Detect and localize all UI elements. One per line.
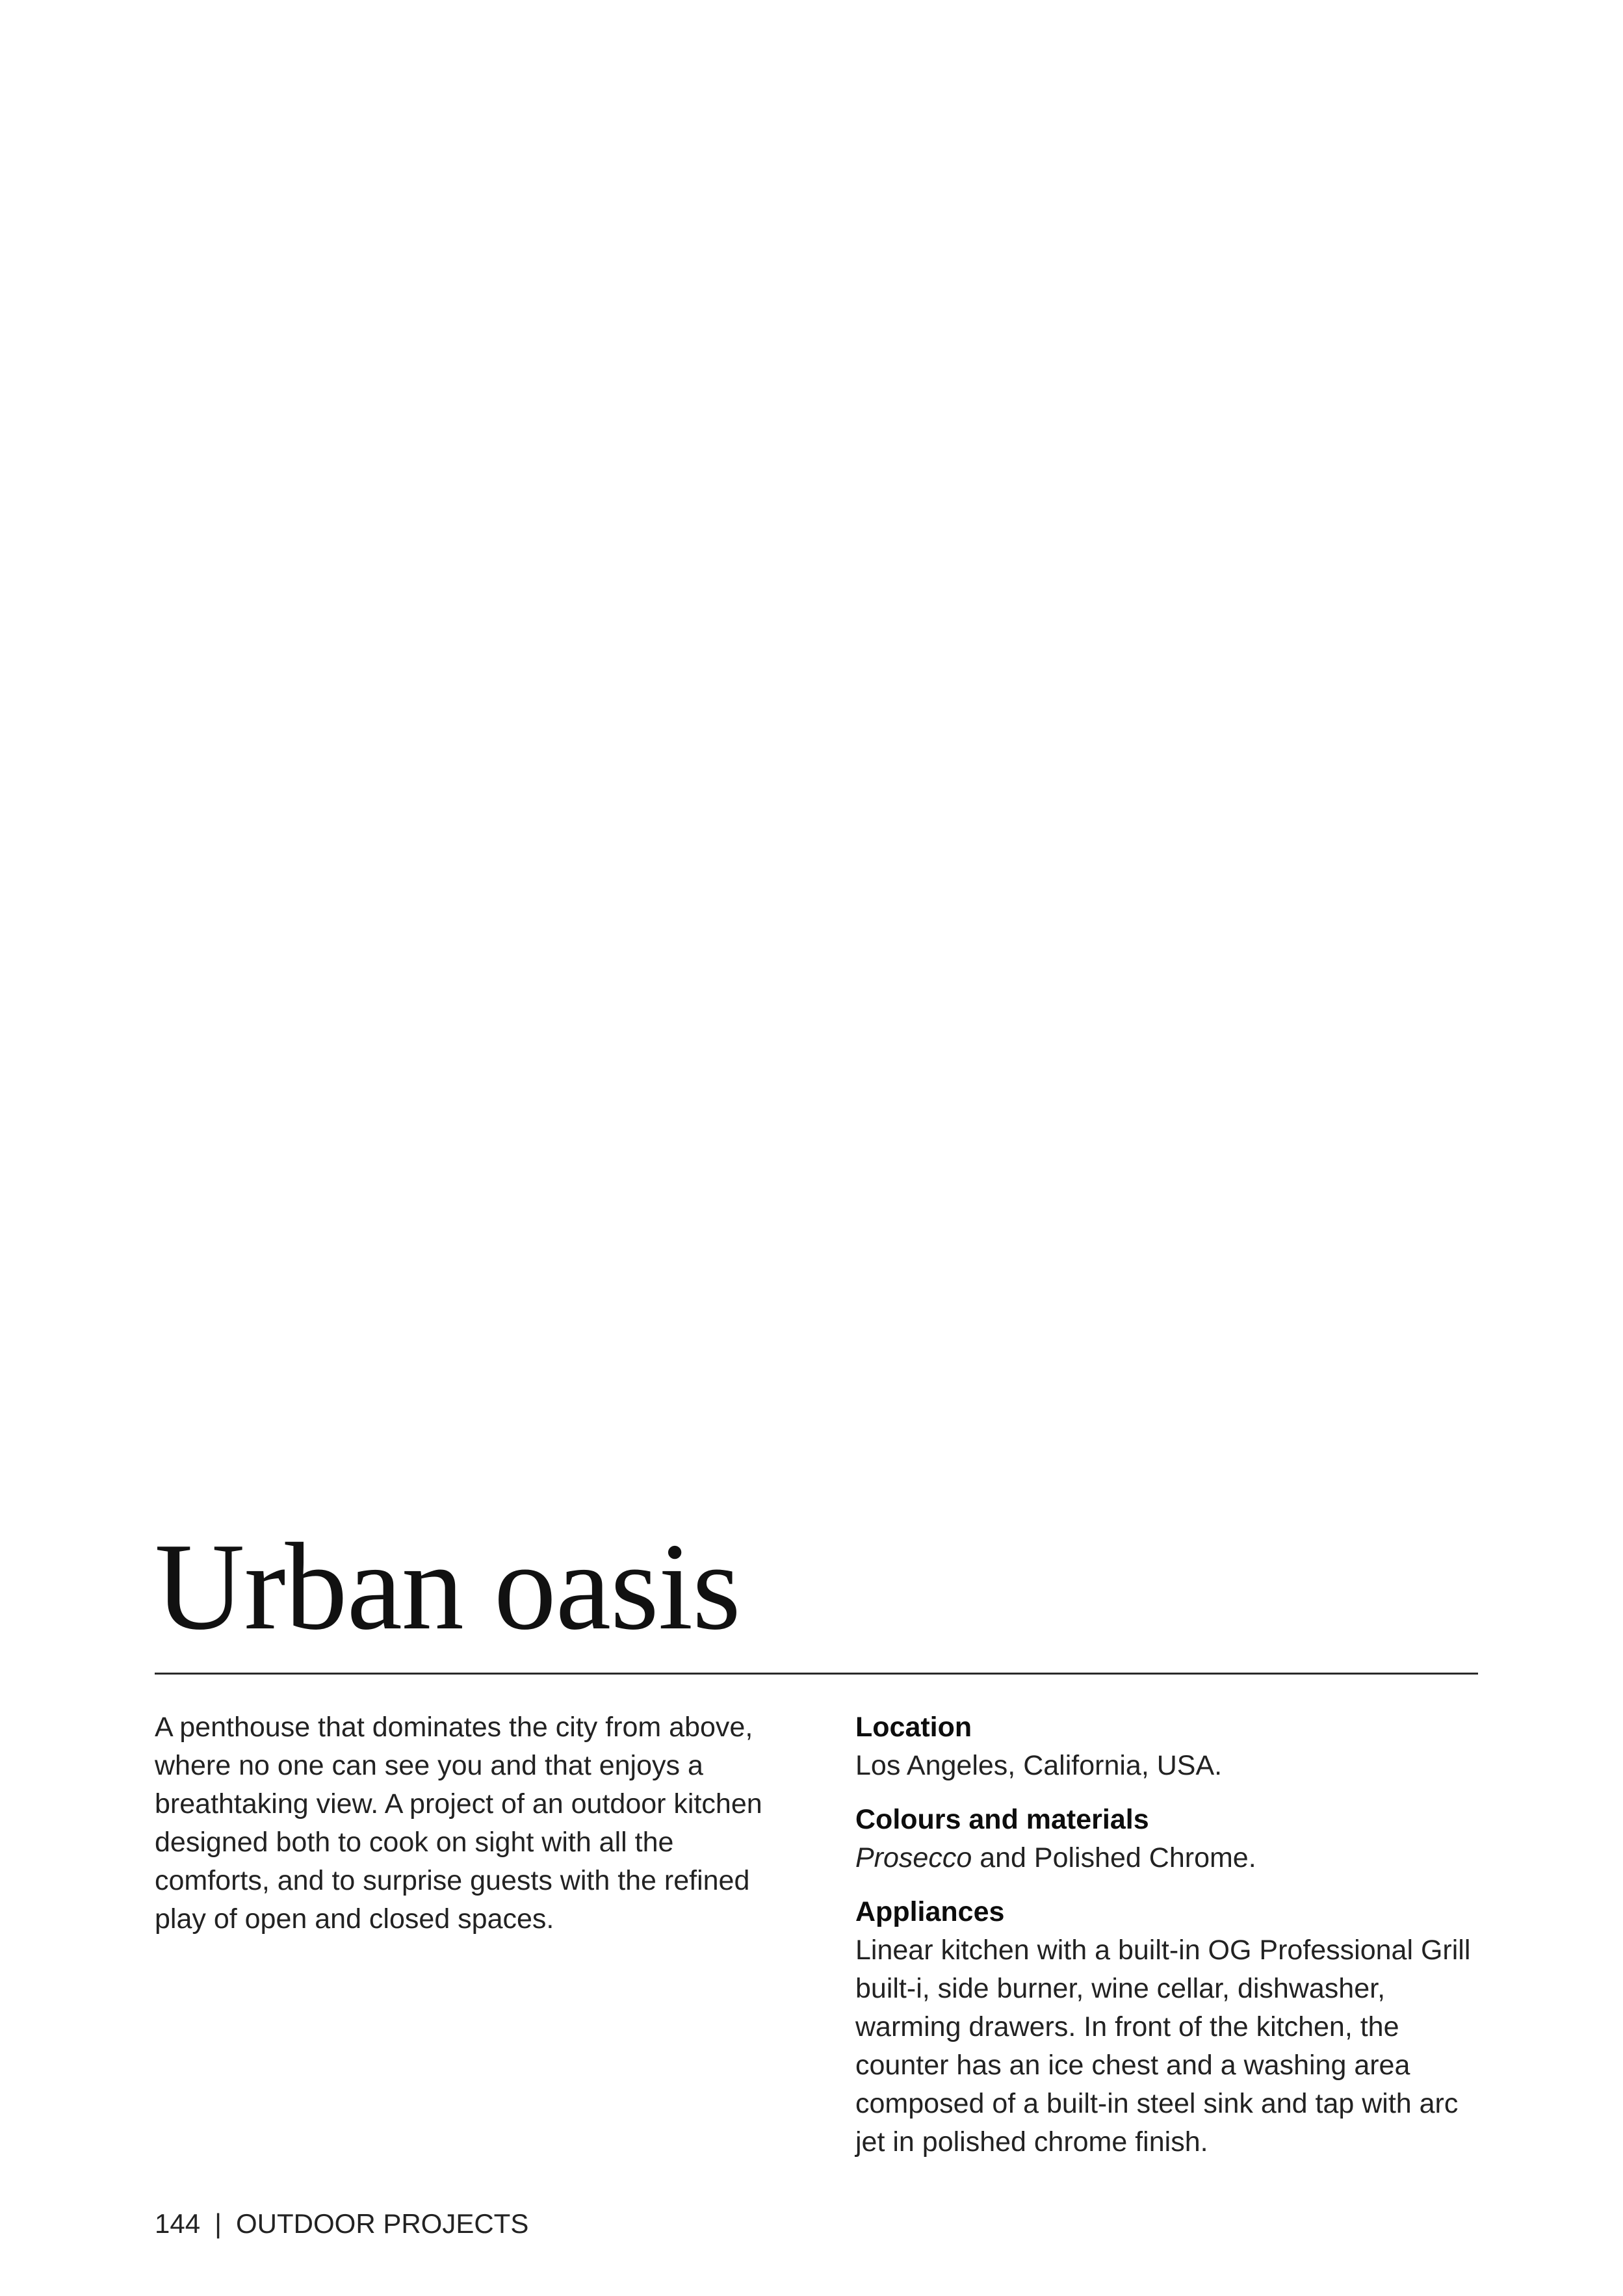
colours-label: Colours and materials (855, 1804, 1149, 1835)
colours-block (855, 1801, 1492, 1877)
page-number: 144 (155, 2208, 201, 2239)
colours-value-rest: and Polished Chrome. (972, 1842, 1256, 1873)
colours-value-italic: Prosecco (855, 1842, 972, 1873)
appliances-block (855, 1893, 1492, 2161)
footer-separator: | (214, 2208, 222, 2239)
location-value: Los Angeles, California, USA. (855, 1750, 1223, 1781)
title-divider (155, 1673, 1478, 1675)
colours-value (855, 1839, 1492, 1877)
page-footer (155, 2208, 528, 2240)
project-details (855, 1708, 1492, 2177)
page-title: Urban oasis (155, 1517, 740, 1656)
section-name: OUTDOOR PROJECTS (236, 2208, 529, 2239)
intro-paragraph: A penthouse that dominates the city from above, where no one can see you and that enjoys a breathtaking view. A project of an outdoor kitchen designed both to cook on sight with all the comforts, and to surprise guests with the refined play of open and closed spaces. (155, 1712, 762, 1935)
appliances-value: Linear kitchen with a built-in OG Professional Grill built-i, side burner, wine cellar, dishwasher, warming drawers. In front of the kitchen, the counter has an ice chest and a washing area composed of a built-in steel sink and tap with arc jet in polished chrome finish. (855, 1935, 1471, 2158)
appliances-label: Appliances (855, 1896, 1005, 1927)
location-label: Location (855, 1712, 972, 1743)
location-block (855, 1708, 1492, 1785)
